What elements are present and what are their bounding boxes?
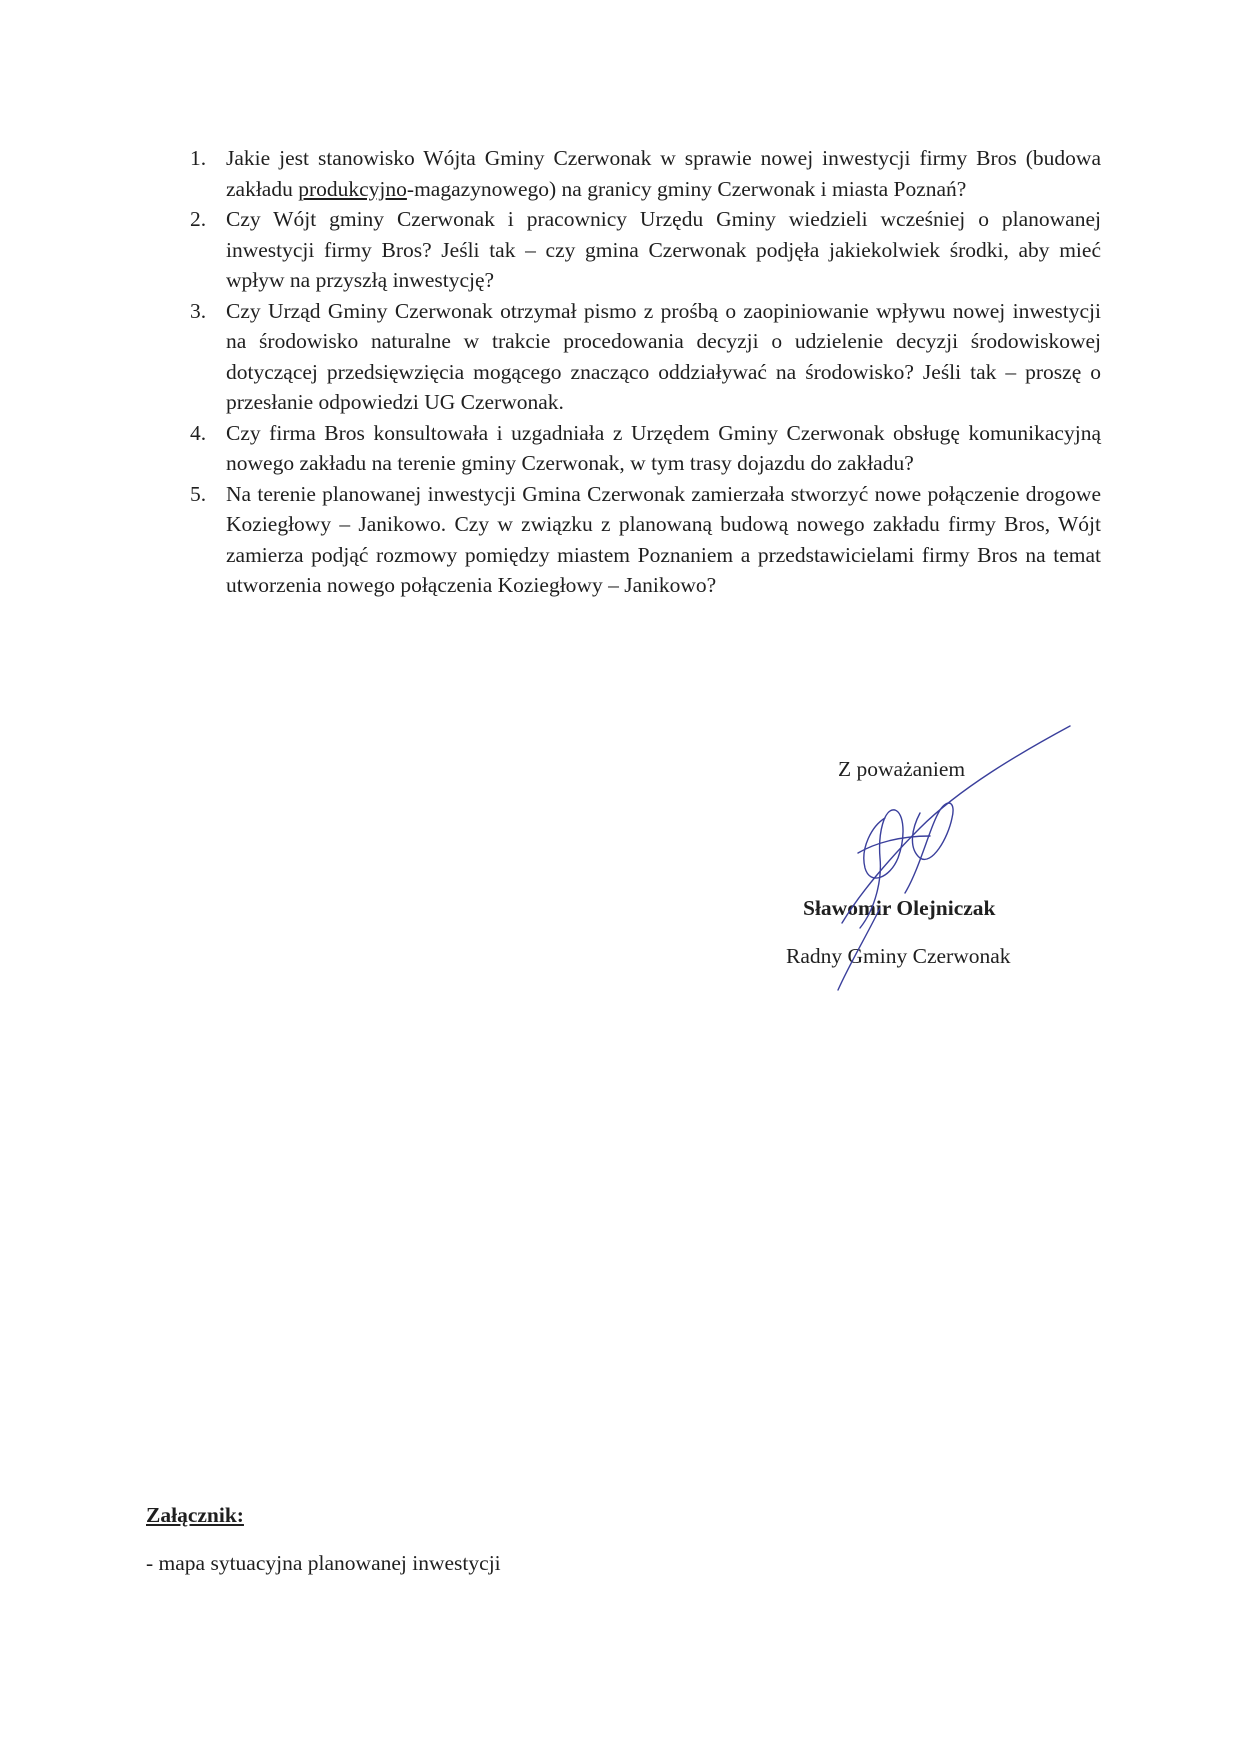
question-item-1 [190, 143, 1101, 204]
question-number: 3. [190, 298, 207, 323]
question-number: 2. [190, 207, 207, 231]
closing-phrase: Z poważaniem [838, 757, 966, 781]
underlined-word: produkcyjno [298, 176, 407, 201]
question-item-3 [190, 296, 1101, 418]
question-number: 1. [190, 146, 207, 170]
question-text: Czy Urząd Gminy Czerwonak otrzymał pismo z prośbą o zaopiniowanie wpływu nowej inwestycji na środowisko naturalne w trakcie procedowania decyzji o udzielenie decyzji środowiskowej dotyczącej przedsięwzięcia mogącego znacząco oddziaływać na środowisko? Jeśli tak – proszę o przesłanie odpowiedzi UG Czerwonak. [226, 298, 1101, 414]
question-item-4 [190, 418, 1101, 479]
question-text: Czy Wójt gminy Czerwonak i pracownicy Urzędu Gminy wiedzieli wcześniej o planowanej inwestycji firmy Bros? Jeśli tak – czy gmina Czerwonak podjęła jakiekolwiek środki, aby mieć wpływ na przyszłą inwestycję? [226, 207, 1101, 292]
question-number: 5. [190, 481, 207, 506]
question-number: 4. [190, 420, 207, 445]
attachment-heading: Załącznik: [146, 1503, 244, 1527]
signer-role: Radny Gminy Czerwonak [786, 944, 1011, 968]
question-item-5 [190, 479, 1101, 601]
handwritten-signature [780, 718, 1080, 998]
question-text: Na terenie planowanej inwestycji Gmina Czerwonak zamierzała stworzyć nowe połączenie drogowe Koziegłowy – Janikowo. Czy w związku z planowaną budową nowego zakładu firmy Bros, Wójt zamierza podjąć rozmowy pomiędzy miastem Poznaniem a przedstawicielami firmy Bros na temat utworzenia nowego połączenia Koziegłowy – Janikowo? [226, 481, 1101, 597]
signer-name: Sławomir Olejniczak [803, 896, 996, 920]
questions-list [190, 143, 1101, 601]
attachment-item: - mapa sytuacyjna planowanej inwestycji [146, 1551, 501, 1575]
question-text: Czy firma Bros konsultowała i uzgadniała z Urzędem Gminy Czerwonak obsługę komunikacyjną nowego zakładu na terenie gminy Czerwonak, w tym trasy dojazdu do zakładu? [226, 420, 1101, 475]
question-item-2 [190, 204, 1101, 296]
question-text: Jakie jest stanowisko Wójta Gminy Czerwonak w sprawie nowej inwestycji firmy Bros (budowa zakładu produkcyjno-magazynowego) na granicy gminy Czerwonak i miasta Poznań? [226, 146, 1101, 201]
